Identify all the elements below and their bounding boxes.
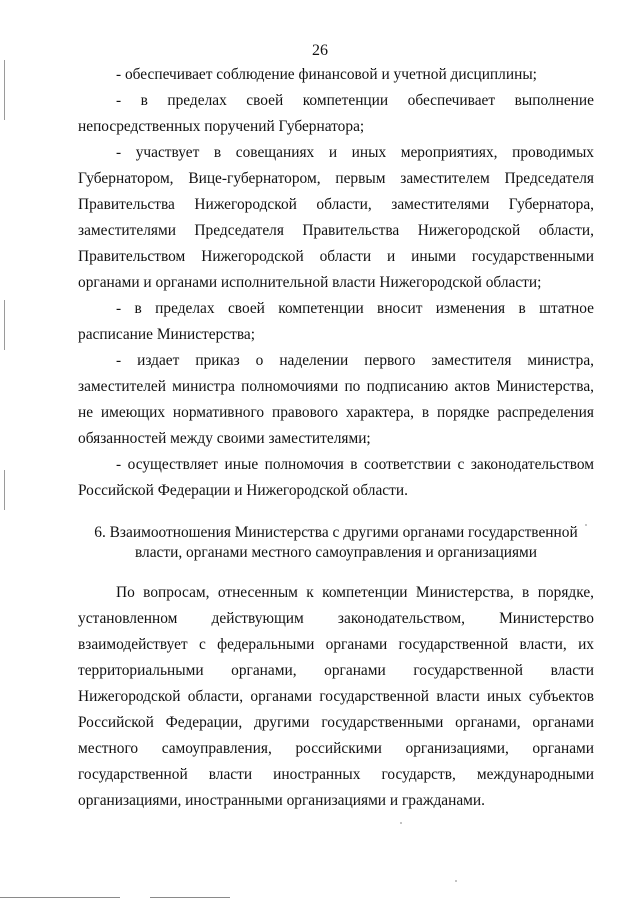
document-body xyxy=(78,62,594,814)
scan-edge-mark xyxy=(4,470,5,510)
paragraph: - в пределах своей компетенции обеспечивает выполнение непосредственных поручений Губернатора; xyxy=(78,92,594,135)
paragraph: - издает приказ о наделении первого заместителя министра, заместителей министра полномочиями по подписанию актов Министерства, не имеющих нормативного правового характера, в порядке распределения обязанностей между своими заместителями; xyxy=(78,352,594,447)
scan-bottom-line xyxy=(0,897,120,898)
section-heading-line: власти, органами местного самоуправления и организациями xyxy=(134,544,538,561)
paragraph: - обеспечивает соблюдение финансовой и учетной дисциплины; xyxy=(116,66,537,83)
page-number: 26 xyxy=(312,42,328,59)
section-heading xyxy=(78,523,594,563)
scan-speck xyxy=(455,880,457,882)
scan-speck xyxy=(400,822,402,824)
paragraph: - в пределах своей компетенции вносит изменения в штатное расписание Министерства; xyxy=(78,300,594,343)
paragraph: - участвует в совещаниях и иных мероприятиях, проводимых Губернатором, Вице-губернатором, первым заместителем Председателя Правительства Нижегородской области, заместителями Губернатора, заместителями Председателя Правительства Нижегородской области, Правительством Нижегородской области и иными государственными органами и органами исполнительной власти Нижегородской области; xyxy=(78,144,594,291)
paragraph: По вопросам, отнесенным к компетенции Министерства, в порядке, установленном действующим законодательством, Министерство взаимодействует с федеральными органами государственной власти, их территориальными органами, органами государственной власти Нижегородской области, органами государственной власти иных субъектов Российской Федерации, другими государственными органами, органами местного самоуправления, российскими организациями, органами государственной власти иностранных государств, международными организациями, иностранными организациями и гражданами. xyxy=(78,584,594,809)
section-heading-line: 6. Взаимоотношения Министерства с другими органами государственной xyxy=(94,524,578,541)
scan-edge-mark xyxy=(4,300,5,350)
scan-bottom-line xyxy=(150,897,230,898)
scan-edge-mark xyxy=(4,60,5,120)
paragraph: - осуществляет иные полномочия в соответствии с законодательством Российской Федерации и Нижегородской области. xyxy=(78,456,594,499)
